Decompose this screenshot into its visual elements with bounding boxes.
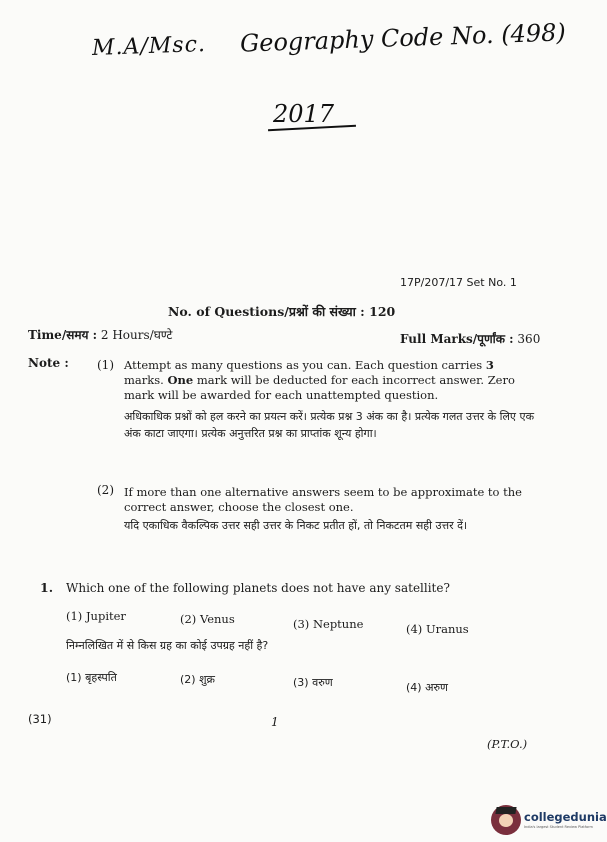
question-1-option-3-hindi: (3) वरुण [293,676,333,689]
note-item-1-text [124,358,536,403]
question-1-option-1-hindi: (1) बृहस्पति [66,671,117,684]
booklet-code: (31) [28,712,52,726]
time-value: 2 Hours/घण्टे [100,328,173,342]
question-1-option-1: (1) Jupiter [66,609,126,623]
question-1-option-4: (4) Uranus [406,622,469,636]
note-item-1-part2: marks. [124,373,164,387]
note-item-1-bold-marks: 3 [485,358,494,372]
marks-label: Full Marks/पूर्णांक : [400,332,514,346]
question-1-option-2: (2) Venus [180,612,235,626]
note-item-1-part3: mark will be deducted for each incorrect answer. Zero mark will be awarded for each unattempted question. [124,373,515,402]
handwritten-course: M.A/Msc. [91,32,207,61]
note-item-2-text: If more than one alternative answers seem to be approximate to the correct answer, choose the closest one. [124,485,522,514]
question-1-number: 1. [40,580,54,595]
question-1-text: Which one of the following planets does not have any satellite? [66,581,450,595]
question-1-option-4-hindi: (4) अरुण [406,681,449,694]
page-number: 1 [271,715,279,729]
handwritten-year: 2017 [273,100,335,128]
set-number: 17P/207/17 Set No. 1 [400,276,517,289]
mascot-icon [491,805,521,835]
handwritten-subject-code: Geography Code No. (498) [239,18,567,58]
watermark-tagline: India's largest Student Review Platform [524,825,593,829]
note-item-2-number: (2) [97,483,114,497]
note-item-1-part1: Attempt as many questions as you can. Each question carries [124,358,483,372]
question-count-value: 120 [369,304,396,319]
note-label: Note : [28,356,69,370]
note-item-1-hindi: अधिकाधिक प्रश्नों को हल करने का प्रयत्न करें। प्रत्येक प्रश्न 3 अंक का है। प्रत्येक गलत उत्तर के लिए एक अंक काटा जाएगा। प्रत्येक अनुत्तरित प्रश्न का प्राप्तांक शून्य होगा। [124,410,535,440]
please-turn-over: (P.T.O.) [487,737,528,751]
time-allowed [28,326,172,343]
collegedunia-watermark [491,801,607,839]
question-count-label: No. of Questions/प्रश्नों की संख्या : [168,304,365,319]
marks-value: 360 [517,332,541,346]
full-marks [400,330,540,347]
question-1-text-hindi: निम्नलिखित में से किस ग्रह का कोई उपग्रह नहीं है? [66,639,269,652]
note-item-1-bold-one: One [167,373,194,387]
note-item-2-hindi: यदि एकाधिक वैकल्पिक उत्तर सही उत्तर के निकट प्रतीत हों, तो निकटतम सही उत्तर दें। [124,519,468,532]
question-1-option-3: (3) Neptune [293,617,364,631]
question-1-option-2-hindi: (2) शुक्र [180,673,216,686]
question-count [168,303,395,320]
note-item-1-number: (1) [97,358,114,372]
time-label: Time/समय : [28,328,98,342]
watermark-brand: collegedunia [524,810,607,824]
